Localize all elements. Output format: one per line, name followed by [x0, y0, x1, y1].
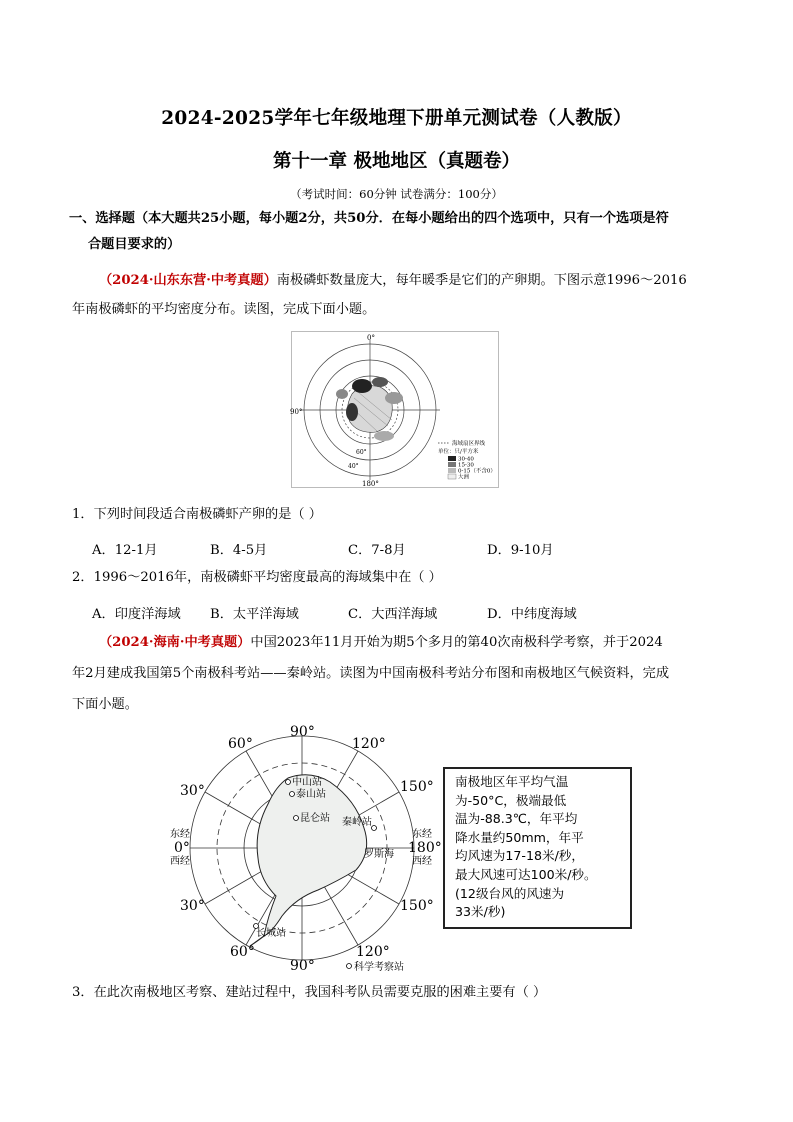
group1-intro-text: 南极磷虾数量庞大，每年暖季是它们的产卵期。下图示意1996～2016 — [276, 273, 687, 288]
lon-label-30-bottom-left: 30° — [180, 898, 205, 914]
group2-intro-cont: 年2月建成我国第5个南极科考站——秦岭站。读图为中国南极科考站分布图和南极地区气候资料，完成 — [72, 666, 670, 681]
q1-option-a[interactable]: A．12-1月 — [92, 543, 158, 558]
climate-line: 温为-88.3℃，年平均 — [455, 811, 578, 827]
q3-stem: 3．在此次南极地区考察、建站过程中，我国科考队员需要克服的困难主要有（ ） — [72, 985, 547, 1000]
group2-intro — [99, 630, 663, 656]
legend-swatch-mid — [448, 462, 456, 467]
q2-option-a[interactable]: A．印度洋海域 — [92, 607, 181, 622]
lon-label-0-left: 0° — [174, 840, 190, 856]
lon-label-90-top: 90° — [290, 724, 315, 740]
west-longitude-label-right: 西经 — [412, 856, 432, 867]
kunlun-station-marker — [294, 816, 299, 821]
lon-label-0: 0° — [367, 334, 375, 342]
exam-info: （考试时间：60分钟 试卷满分：100分） — [290, 187, 503, 201]
climate-line: 为-50°C，极端最低 — [455, 792, 567, 808]
group1-intro — [99, 268, 687, 294]
lon-label-150-right: 150° — [400, 779, 434, 795]
density-high-blob — [352, 379, 372, 393]
ross-sea-label: 罗斯海 — [364, 849, 394, 860]
legend-range-1: 30-40 — [458, 456, 474, 463]
lon-label-180: 180° — [362, 480, 379, 488]
taishan-station-label: 泰山站 — [296, 789, 326, 800]
climate-info-box — [443, 767, 632, 929]
document-subtitle: 第十一章 极地地区（真题卷） — [273, 151, 520, 172]
legend-range-3: 0-15（不含0） — [458, 468, 496, 475]
lon-label-150-bottom-right: 150° — [400, 898, 434, 914]
legend-unit: 单位：只/平方米 — [438, 449, 479, 455]
lon-label-180-right: 180° — [408, 840, 442, 856]
antarctic-station-map — [160, 720, 460, 975]
legend-station-marker — [347, 964, 352, 969]
kunlun-station-label: 昆仑站 — [300, 813, 330, 824]
qinling-station-label: 秦岭站 — [342, 817, 372, 828]
climate-line: 均风速为17-18米/秒， — [455, 848, 584, 864]
lon-label-90: 90° — [290, 408, 303, 416]
west-longitude-label-left: 西经 — [170, 856, 190, 867]
density-mid-blob — [372, 377, 388, 387]
q2-option-d[interactable]: D．中纬度海域 — [487, 607, 577, 622]
density-high-blob — [346, 403, 358, 421]
station-map-svg — [160, 720, 460, 975]
climate-line: 南极地区年平均气温 — [455, 774, 569, 789]
q2-stem: 2．1996～2016年，南极磷虾平均密度最高的海域集中在（ ） — [72, 570, 442, 585]
legend-continent: 大洲 — [458, 474, 470, 481]
q2-option-c[interactable]: C．大西洋海域 — [348, 607, 438, 622]
legend-swatch-low — [448, 468, 456, 473]
lon-label-90-bottom: 90° — [290, 958, 315, 974]
q2-option-b[interactable]: B．太平洋海域 — [210, 607, 299, 622]
climate-line: (12级台风的风速为 — [455, 885, 565, 901]
q1-stem: 1．下列时间段适合南极磷虾产卵的是（ ） — [72, 507, 322, 522]
group1-intro-cont: 年南极磷虾的平均密度分布。读图，完成下面小题。 — [72, 302, 376, 317]
taishan-station-marker — [290, 792, 295, 797]
density-mid-blob — [336, 389, 348, 399]
legend-range-2: 15-30 — [458, 462, 474, 469]
qinling-station-marker — [372, 826, 377, 831]
lat-label-60: 60° — [356, 449, 367, 456]
east-longitude-label-left: 东经 — [170, 829, 190, 840]
density-low-blob — [374, 431, 394, 441]
zhongshan-station-marker — [286, 780, 291, 785]
legend-boundary-label: 海域扇区界线 — [452, 441, 486, 447]
legend-swatch-high — [448, 456, 456, 461]
krill-density-figure — [291, 331, 499, 488]
legend-swatch-continent — [448, 474, 456, 479]
q1-option-d[interactable]: D．9-10月 — [487, 543, 554, 558]
zhongshan-station-label: 中山站 — [292, 777, 322, 788]
climate-line: 最大风速可达100米/秒。 — [455, 866, 597, 882]
group1-source: （2024·山东东营·中考真题） — [99, 273, 277, 288]
climate-line: 降水量约50mm，年平 — [455, 829, 584, 845]
group2-source: （2024·海南·中考真题） — [99, 635, 251, 650]
legend-station-label: 科学考察站 — [354, 962, 404, 973]
density-low-blob — [385, 392, 403, 404]
lon-label-120-top-right: 120° — [352, 736, 386, 752]
changcheng-station-label: 长城站 — [256, 928, 286, 939]
lon-label-30-left: 30° — [180, 783, 205, 799]
group2-intro-cont2: 下面小题。 — [72, 697, 138, 712]
lon-label-60-top-left: 60° — [228, 736, 253, 752]
krill-density-map — [292, 332, 498, 487]
q1-option-c[interactable]: C．7-8月 — [348, 543, 406, 558]
document-title: 2024-2025学年七年级地理下册单元测试卷（人教版） — [161, 108, 632, 129]
lat-label-40: 40° — [348, 463, 359, 470]
group2-intro-text: 中国2023年11月开始为期5个多月的第40次南极科学考察，并于2024 — [250, 635, 663, 650]
q1-option-b[interactable]: B．4-5月 — [210, 543, 268, 558]
section-heading-cont: 合题目要求的） — [88, 237, 181, 252]
climate-line: 33米/秒) — [455, 904, 506, 920]
section-heading: 一、选择题（本大题共25小题，每小题2分，共50分．在每小题给出的四个选项中，只有一个选项是符 — [69, 211, 669, 226]
east-longitude-label-right: 东经 — [412, 829, 432, 840]
lon-label-60-bottom-left: 60° — [230, 944, 255, 960]
lon-label-120-bottom-right: 120° — [356, 944, 390, 960]
